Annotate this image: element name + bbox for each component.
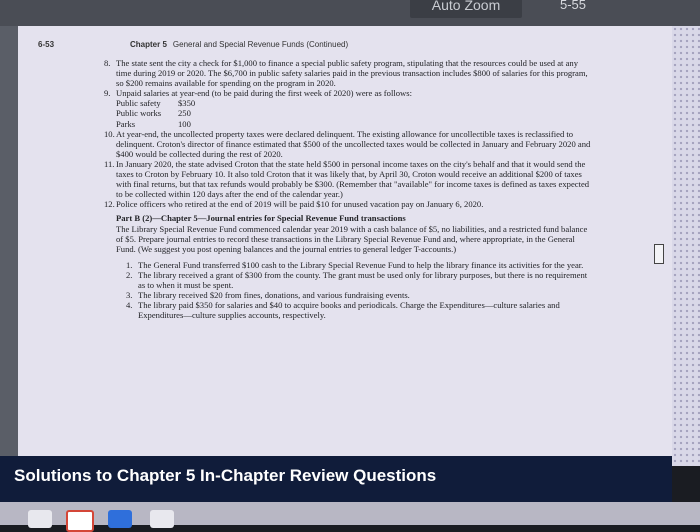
salary-label: Parks [116,118,136,129]
part-b-title: Part B (2)—Chapter 5—Journal entries for Special Revenue Fund transactions [116,213,406,224]
salary-amount: 250 [178,108,191,119]
salary-label: Public works [116,108,162,119]
taskbar [0,502,700,525]
list-item [116,260,592,270]
viewer-toolbar [0,0,700,26]
list-item [104,199,592,210]
left-margin [0,26,18,456]
chapter-label: Chapter 5 [130,40,167,49]
item-text: In January 2020, the state advised Croton that the state held $500 in personal income taxes on the city's behalf and that it would send the taxes to Croton by February 10. It also told Croton that it was likely that, by April 30, Croton would receive an additional $200 of taxes with final returns, but that tax refunds would probably be $300. (Remember that "available" for income taxes is defined as taxes expected to be collected within 120 days after the end of the calendar year.) [116,158,590,200]
document-page [18,26,672,466]
item-number: 10. [104,128,115,139]
item-number: 3. [126,290,133,301]
app-icon[interactable] [150,510,174,528]
page-reference: 5-55 [560,0,587,12]
list-item [116,290,592,300]
zoom-dropdown[interactable]: Auto Zoom [410,0,522,18]
list-item [116,300,592,320]
item-text: Police officers who retired at the end of 2019 will be paid $10 for unused vacation pay on January 6, 2020. [116,199,484,210]
list-item [104,158,592,200]
table-row [116,119,226,129]
item-text: The library received $20 from fines, donations, and various fundraising events. [138,290,410,301]
item-text: The library received a grant of $300 from the county. The grant must be used only for library purposes, but there is no requirement as to when it must be spent. [138,269,588,290]
chapter-header [130,40,348,49]
list-item [104,58,592,89]
gmail-icon[interactable] [66,510,94,532]
item-number: 4. [126,300,133,311]
list-item [116,270,592,290]
chapter-title: General and Special Revenue Funds (Continued) [172,40,349,49]
text-cursor-icon [654,244,664,264]
part-b-intro: The Library Special Revenue Fund commenced calendar year 2019 with a cash balance of $5, no liabilities, and a restricted fund balance of $5. Prepare journal entries to record these transactions in the Library Special Revenue Fund and, where appropriate, in the General Fund. (We suggest you post opening balances and the journal entries to general ledger T-accounts.) [116,223,588,254]
list-item [104,88,592,99]
section-banner [0,456,672,502]
part-b-list [116,260,592,321]
item-text: The library paid $350 for salaries and $40 to acquire books and periodicals. Charge the Expenditures—culture salaries and Expenditures—culture supplies accounts, respectively. [138,300,560,321]
docs-icon[interactable] [108,510,132,528]
item-number: 12. [104,199,115,210]
document-body [104,58,592,321]
banner-title: Solutions to Chapter 5 In-Chapter Review Questions [14,466,437,485]
table-row [116,98,226,108]
item-number: 11. [104,158,115,169]
item-number: 8. [104,58,111,68]
item-text: The state sent the city a check for $1,000 to finance a special public safety program, stipulating that the resources could be used at any time during 2019 or 2020. The $6,700 in public safety salaries paid in the previous transaction includes $800 of salaries for this program, so $200 remains available for spending on the program in 2020. [116,58,588,89]
item-number: 9. [104,88,111,99]
right-panel [672,26,700,466]
salary-amount: $350 [178,98,196,109]
salary-amount: 100 [178,118,191,129]
app-icon[interactable] [28,510,52,528]
salary-label: Public safety [116,98,161,109]
table-row [116,108,226,118]
item-number: 2. [126,269,133,280]
item-text: The General Fund transferred $100 cash to the Library Special Revenue Fund to help the library finance its activities for the year. [138,259,584,270]
item-number: 1. [126,259,133,270]
salaries-table [116,98,592,128]
item-text: Unpaid salaries at year-end (to be paid during the first week of 2020) were as follows: [116,88,412,99]
item-text: At year-end, the uncollected property taxes were declared delinquent. The existing allowance for uncollectible taxes is reclassified to delinquent. Croton's director of finance estimated that $500 of the uncollected taxes would be collected in January and February 2020 and $400 would be collected during the rest of 2020. [116,128,591,159]
page-number: 6-53 [38,40,55,49]
list-item [104,128,592,159]
